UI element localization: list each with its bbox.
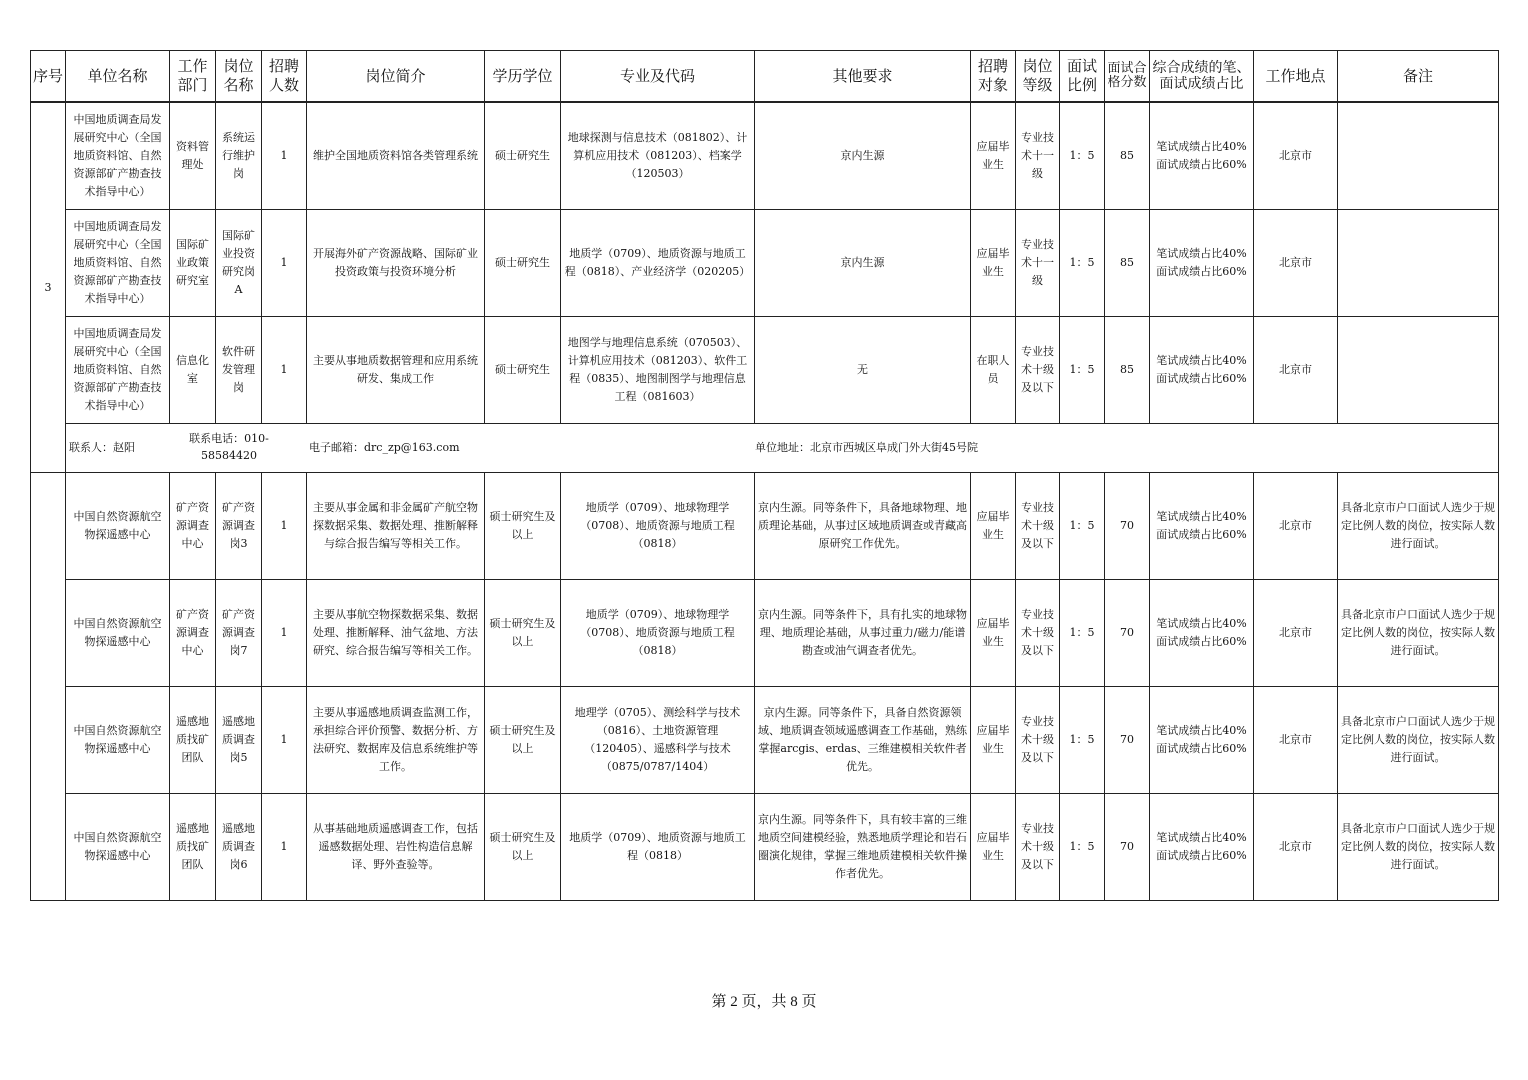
count-cell: 1 [262, 794, 307, 901]
unit-cell: 中国自然资源航空物探遥感中心 [66, 580, 170, 687]
ratio-cell: 1：5 [1060, 473, 1105, 580]
post-cell: 国际矿业投资研究岗A [216, 210, 262, 317]
place-cell: 北京市 [1254, 317, 1338, 424]
target-cell: 应届毕业生 [971, 210, 1016, 317]
intro-cell: 主要从事地质数据管理和应用系统研发、集成工作 [307, 317, 485, 424]
edu-cell: 硕士研究生及以上 [485, 473, 561, 580]
post-cell: 软件研发管理岗 [216, 317, 262, 424]
contact-person: 联系人：赵阳 [69, 441, 135, 454]
contact-address: 单位地址：北京市西城区阜成门外大街45号院 [755, 441, 978, 454]
weight-cell: 笔试成绩占比40%面试成绩占比60% [1150, 687, 1254, 794]
note-cell [1338, 317, 1499, 424]
unit-cell: 中国自然资源航空物探遥感中心 [66, 687, 170, 794]
unit-cell: 中国地质调查局发展研究中心（全国地质资料馆、自然资源部矿产勘查技术指导中心） [66, 210, 170, 317]
post-cell: 遥感地质调查岗5 [216, 687, 262, 794]
other-cell: 无 [755, 317, 971, 424]
page-number: 第 2 页，共 8 页 [711, 994, 817, 1010]
dept-cell: 矿产资源调查中心 [170, 473, 216, 580]
post-cell: 遥感地质调查岗6 [216, 794, 262, 901]
edu-cell: 硕士研究生 [485, 210, 561, 317]
header-count: 招聘人数 [262, 51, 307, 103]
contact-phone: 联系电话：010-58584420 [189, 432, 269, 462]
weight-cell: 笔试成绩占比40%面试成绩占比60% [1150, 473, 1254, 580]
table-row [31, 580, 1499, 687]
major-cell: 地质学（0709）、地质资源与地质工程（0818） [561, 794, 755, 901]
contact-row [31, 424, 1499, 473]
recruitment-table [30, 50, 1499, 901]
major-cell: 地质学（0709）、地球物理学（0708）、地质资源与地质工程（0818） [561, 473, 755, 580]
score-cell: 85 [1105, 210, 1150, 317]
note-cell: 具备北京市户口面试人选少于规定比例人数的岗位，按实际人数进行面试。 [1338, 687, 1499, 794]
header-row [31, 51, 1499, 103]
weight-cell: 笔试成绩占比40%面试成绩占比60% [1150, 102, 1254, 210]
seq-cell [31, 473, 66, 901]
table-row [31, 687, 1499, 794]
score-cell: 70 [1105, 794, 1150, 901]
note-cell: 具备北京市户口面试人选少于规定比例人数的岗位，按实际人数进行面试。 [1338, 473, 1499, 580]
ratio-cell: 1：5 [1060, 210, 1105, 317]
note-cell [1338, 102, 1499, 210]
count-cell: 1 [262, 102, 307, 210]
dept-cell: 信息化室 [170, 317, 216, 424]
other-cell: 京内生源。同等条件下，具有扎实的地球物理、地质理论基础，从事过重力/磁力/能谱勘查或油气调查者优先。 [755, 580, 971, 687]
dept-cell: 资料管理处 [170, 102, 216, 210]
contact-email[interactable]: 电子邮箱：drc_zp@163.com [309, 441, 460, 454]
post-cell: 矿产资源调查岗7 [216, 580, 262, 687]
intro-cell: 维护全国地质资料馆各类管理系统 [307, 102, 485, 210]
unit-cell: 中国自然资源航空物探遥感中心 [66, 473, 170, 580]
dept-cell: 矿产资源调查中心 [170, 580, 216, 687]
header-weight: 综合成绩的笔、面试成绩占比 [1150, 51, 1254, 103]
post-cell: 矿产资源调查岗3 [216, 473, 262, 580]
header-seq: 序号 [31, 51, 66, 103]
other-cell: 京内生源 [755, 102, 971, 210]
edu-cell: 硕士研究生及以上 [485, 580, 561, 687]
place-cell: 北京市 [1254, 210, 1338, 317]
seq-cell: 3 [31, 102, 66, 473]
weight-cell: 笔试成绩占比40%面试成绩占比60% [1150, 794, 1254, 901]
other-cell: 京内生源。同等条件下，具备自然资源领域、地质调查领域遥感调查工作基础，熟练掌握arcgis、erdas、三维建模相关软件者优先。 [755, 687, 971, 794]
target-cell: 应届毕业生 [971, 102, 1016, 210]
table-row [31, 210, 1499, 317]
major-cell: 地质学（0709）、地球物理学（0708）、地质资源与地质工程（0818） [561, 580, 755, 687]
unit-cell: 中国自然资源航空物探遥感中心 [66, 794, 170, 901]
target-cell: 应届毕业生 [971, 580, 1016, 687]
level-cell: 专业技术十一级 [1016, 102, 1060, 210]
count-cell: 1 [262, 473, 307, 580]
header-intro: 岗位简介 [307, 51, 485, 103]
unit-cell: 中国地质调查局发展研究中心（全国地质资料馆、自然资源部矿产勘查技术指导中心） [66, 317, 170, 424]
count-cell: 1 [262, 210, 307, 317]
table-row [31, 102, 1499, 210]
major-cell: 地质学（0709）、地质资源与地质工程（0818）、产业经济学（020205） [561, 210, 755, 317]
header-post: 岗位名称 [216, 51, 262, 103]
edu-cell: 硕士研究生及以上 [485, 794, 561, 901]
ratio-cell: 1：5 [1060, 580, 1105, 687]
count-cell: 1 [262, 687, 307, 794]
place-cell: 北京市 [1254, 580, 1338, 687]
target-cell: 应届毕业生 [971, 473, 1016, 580]
other-cell: 京内生源。同等条件下，具备地球物理、地质理论基础，从事过区域地质调查或青藏高原研究工作优先。 [755, 473, 971, 580]
table-row [31, 317, 1499, 424]
level-cell: 专业技术十级及以下 [1016, 473, 1060, 580]
ratio-cell: 1：5 [1060, 794, 1105, 901]
weight-cell: 笔试成绩占比40%面试成绩占比60% [1150, 317, 1254, 424]
count-cell: 1 [262, 317, 307, 424]
place-cell: 北京市 [1254, 473, 1338, 580]
level-cell: 专业技术十级及以下 [1016, 580, 1060, 687]
header-score: 面试合格分数 [1105, 51, 1150, 103]
ratio-cell: 1：5 [1060, 102, 1105, 210]
edu-cell: 硕士研究生 [485, 317, 561, 424]
dept-cell: 遥感地质找矿团队 [170, 687, 216, 794]
header-dept: 工作部门 [170, 51, 216, 103]
place-cell: 北京市 [1254, 794, 1338, 901]
note-cell: 具备北京市户口面试人选少于规定比例人数的岗位，按实际人数进行面试。 [1338, 794, 1499, 901]
major-cell: 地理学（0705）、测绘科学与技术（0816）、土地资源管理（120405）、遥感科学与技术（0875/0787/1404） [561, 687, 755, 794]
weight-cell: 笔试成绩占比40%面试成绩占比60% [1150, 580, 1254, 687]
header-target: 招聘对象 [971, 51, 1016, 103]
header-level: 岗位等级 [1016, 51, 1060, 103]
place-cell: 北京市 [1254, 102, 1338, 210]
level-cell: 专业技术十级及以下 [1016, 794, 1060, 901]
dept-cell: 国际矿业政策研究室 [170, 210, 216, 317]
target-cell: 在职人员 [971, 317, 1016, 424]
score-cell: 70 [1105, 473, 1150, 580]
score-cell: 70 [1105, 580, 1150, 687]
count-cell: 1 [262, 580, 307, 687]
major-cell: 地图学与地理信息系统（070503）、计算机应用技术（081203）、软件工程（0835）、地图制图学与地理信息工程（081603） [561, 317, 755, 424]
header-note: 备注 [1338, 51, 1499, 103]
ratio-cell: 1：5 [1060, 317, 1105, 424]
header-other: 其他要求 [755, 51, 971, 103]
intro-cell: 开展海外矿产资源战略、国际矿业投资政策与投资环境分析 [307, 210, 485, 317]
level-cell: 专业技术十一级 [1016, 210, 1060, 317]
score-cell: 70 [1105, 687, 1150, 794]
note-cell: 具备北京市户口面试人选少于规定比例人数的岗位，按实际人数进行面试。 [1338, 580, 1499, 687]
header-ratio: 面试比例 [1060, 51, 1105, 103]
intro-cell: 从事基础地质遥感调查工作，包括遥感数据处理、岩性构造信息解译、野外查验等。 [307, 794, 485, 901]
edu-cell: 硕士研究生及以上 [485, 687, 561, 794]
dept-cell: 遥感地质找矿团队 [170, 794, 216, 901]
header-major: 专业及代码 [561, 51, 755, 103]
post-cell: 系统运行维护岗 [216, 102, 262, 210]
level-cell: 专业技术十级及以下 [1016, 687, 1060, 794]
intro-cell: 主要从事遥感地质调查监测工作，承担综合评价预警、数据分析、方法研究、数据库及信息系统维护等工作。 [307, 687, 485, 794]
major-cell: 地球探测与信息技术（081802）、计算机应用技术（081203）、档案学（120503） [561, 102, 755, 210]
score-cell: 85 [1105, 317, 1150, 424]
ratio-cell: 1：5 [1060, 687, 1105, 794]
table-row [31, 794, 1499, 901]
note-cell [1338, 210, 1499, 317]
header-unit: 单位名称 [66, 51, 170, 103]
unit-cell: 中国地质调查局发展研究中心（全国地质资料馆、自然资源部矿产勘查技术指导中心） [66, 102, 170, 210]
score-cell: 85 [1105, 102, 1150, 210]
contact-cell [66, 424, 1499, 473]
table-row [31, 473, 1499, 580]
weight-cell: 笔试成绩占比40%面试成绩占比60% [1150, 210, 1254, 317]
intro-cell: 主要从事航空物探数据采集、数据处理、推断解释、油气盆地、方法研究、综合报告编写等相关工作。 [307, 580, 485, 687]
target-cell: 应届毕业生 [971, 687, 1016, 794]
place-cell: 北京市 [1254, 687, 1338, 794]
header-place: 工作地点 [1254, 51, 1338, 103]
header-edu: 学历学位 [485, 51, 561, 103]
edu-cell: 硕士研究生 [485, 102, 561, 210]
intro-cell: 主要从事金属和非金属矿产航空物探数据采集、数据处理、推断解释与综合报告编写等相关工作。 [307, 473, 485, 580]
other-cell: 京内生源。同等条件下，具有较丰富的三维地质空间建模经验，熟悉地质学理论和岩石圈演化规律，掌握三维地质建模相关软件操作者优先。 [755, 794, 971, 901]
other-cell: 京内生源 [755, 210, 971, 317]
level-cell: 专业技术十级及以下 [1016, 317, 1060, 424]
target-cell: 应届毕业生 [971, 794, 1016, 901]
